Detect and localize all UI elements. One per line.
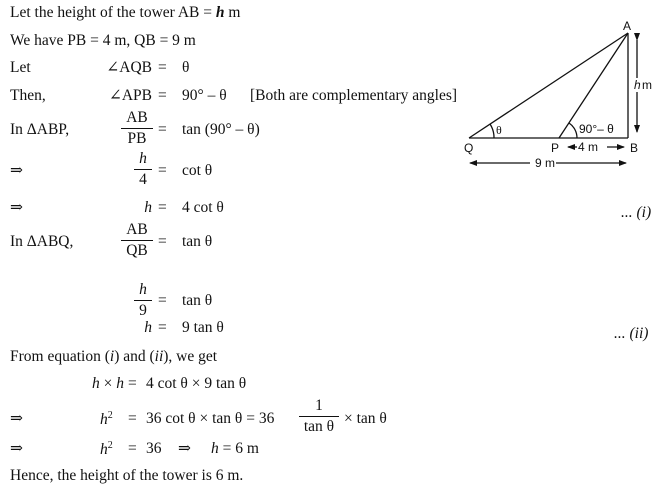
in-triangle-abq: In ΔABQ, (10, 233, 74, 250)
label-complement-angle: 90°– θ (579, 122, 614, 136)
equals: = (158, 162, 167, 179)
fraction-ab-pb (122, 110, 152, 146)
label-q: Q (464, 141, 474, 155)
var-h: h (215, 4, 225, 21)
exponent: 2 (107, 410, 113, 421)
complementary-note: [Both are complementary angles] (250, 87, 458, 104)
label-h: h (634, 78, 641, 92)
numerator: AB (126, 221, 148, 238)
nine-tan-theta: 9 tan θ (182, 319, 224, 336)
implies-arrow: ⇒ (10, 199, 23, 216)
equals: = (128, 410, 137, 427)
cot-theta: cot θ (182, 162, 213, 179)
fraction-h-4 (133, 151, 153, 187)
angle-apb: ∠APB (108, 87, 152, 104)
equals: = (158, 233, 167, 250)
let-label: Let (10, 59, 31, 76)
fraction-one-over-tan (300, 398, 338, 434)
fraction-ab-qb (122, 222, 152, 258)
times-tan-theta: × tan θ (344, 410, 387, 427)
product-expression: 4 cot θ × 9 tan θ (146, 375, 247, 392)
denominator: QB (121, 240, 153, 259)
numerator: h (139, 150, 147, 167)
given-values: We have PB = 4 m, QB = 9 m (10, 32, 196, 49)
text: ) and ( (114, 348, 155, 365)
denominator: PB (121, 128, 153, 147)
denominator: tan θ (299, 416, 339, 435)
var-h: h (100, 441, 108, 459)
var-h: h (92, 375, 100, 392)
h-squared (100, 441, 113, 458)
equals: = (158, 319, 167, 336)
tan-complement: tan (90° – θ) (182, 121, 260, 138)
denominator: 4 (134, 169, 152, 188)
equals: = (158, 199, 167, 216)
numerator: h (139, 281, 147, 298)
result-value: = 6 m (218, 440, 259, 457)
numerator: 1 (315, 397, 323, 414)
text: From equation ( (10, 348, 110, 365)
implies-arrow: ⇒ (178, 440, 191, 457)
equals: = (158, 292, 167, 309)
var-h: h (211, 440, 219, 457)
label-p: P (551, 141, 560, 155)
equals: = (128, 440, 137, 457)
tower-diagram (455, 0, 667, 175)
angle-arc-p (569, 123, 577, 138)
numerator: AB (126, 109, 148, 126)
denominator: 9 (134, 300, 152, 319)
label-pb-length: 4 m (578, 140, 599, 154)
theta: θ (182, 59, 190, 76)
equals: = (158, 59, 167, 76)
label-qb-length: 9 m (535, 156, 556, 170)
fraction-h-9 (133, 282, 153, 318)
label-b: B (630, 141, 639, 155)
implies-arrow: ⇒ (10, 162, 23, 179)
var-h: h (100, 411, 108, 429)
ref-ii: ii (154, 348, 164, 365)
label-theta: θ (496, 123, 502, 137)
var-h: h (144, 199, 152, 216)
conclusion: Hence, the height of the tower is 6 m. (10, 467, 244, 484)
exponent: 2 (107, 440, 113, 451)
tan-theta: tan θ (182, 233, 213, 250)
equation-tag-i: ... (i) (621, 204, 652, 221)
statement-height (10, 5, 240, 21)
times: × (99, 375, 117, 392)
label-m: m (642, 78, 652, 92)
implies-arrow: ⇒ (10, 410, 23, 427)
ref-i: i (109, 348, 115, 365)
label-a: A (623, 19, 632, 33)
result-h (211, 441, 259, 457)
equals: = (128, 375, 137, 392)
text: ), we get (163, 348, 218, 365)
angle-aqb: ∠AQB (106, 59, 152, 76)
from-equations-line (10, 349, 217, 365)
text: m (224, 4, 241, 21)
implies-arrow: ⇒ (10, 440, 23, 457)
tan-theta: tan θ (182, 292, 213, 309)
in-triangle-abp: In ΔABP, (10, 121, 70, 138)
equation-tag-ii: ... (ii) (614, 325, 649, 342)
complement-angle: 90° – θ (182, 87, 227, 104)
h-times-h (60, 376, 124, 392)
simplified-expression: 36 cot θ × tan θ = 36 (146, 410, 275, 427)
then-label: Then, (10, 87, 46, 104)
h-squared (100, 411, 113, 428)
value-36: 36 (146, 440, 162, 457)
equals: = (158, 87, 167, 104)
var-h: h (144, 319, 152, 336)
four-cot-theta: 4 cot θ (182, 199, 224, 216)
angle-arc-q (490, 124, 494, 138)
text: Let the height of the tower AB = (10, 4, 216, 21)
equals: = (158, 121, 167, 138)
var-h: h (116, 375, 124, 392)
